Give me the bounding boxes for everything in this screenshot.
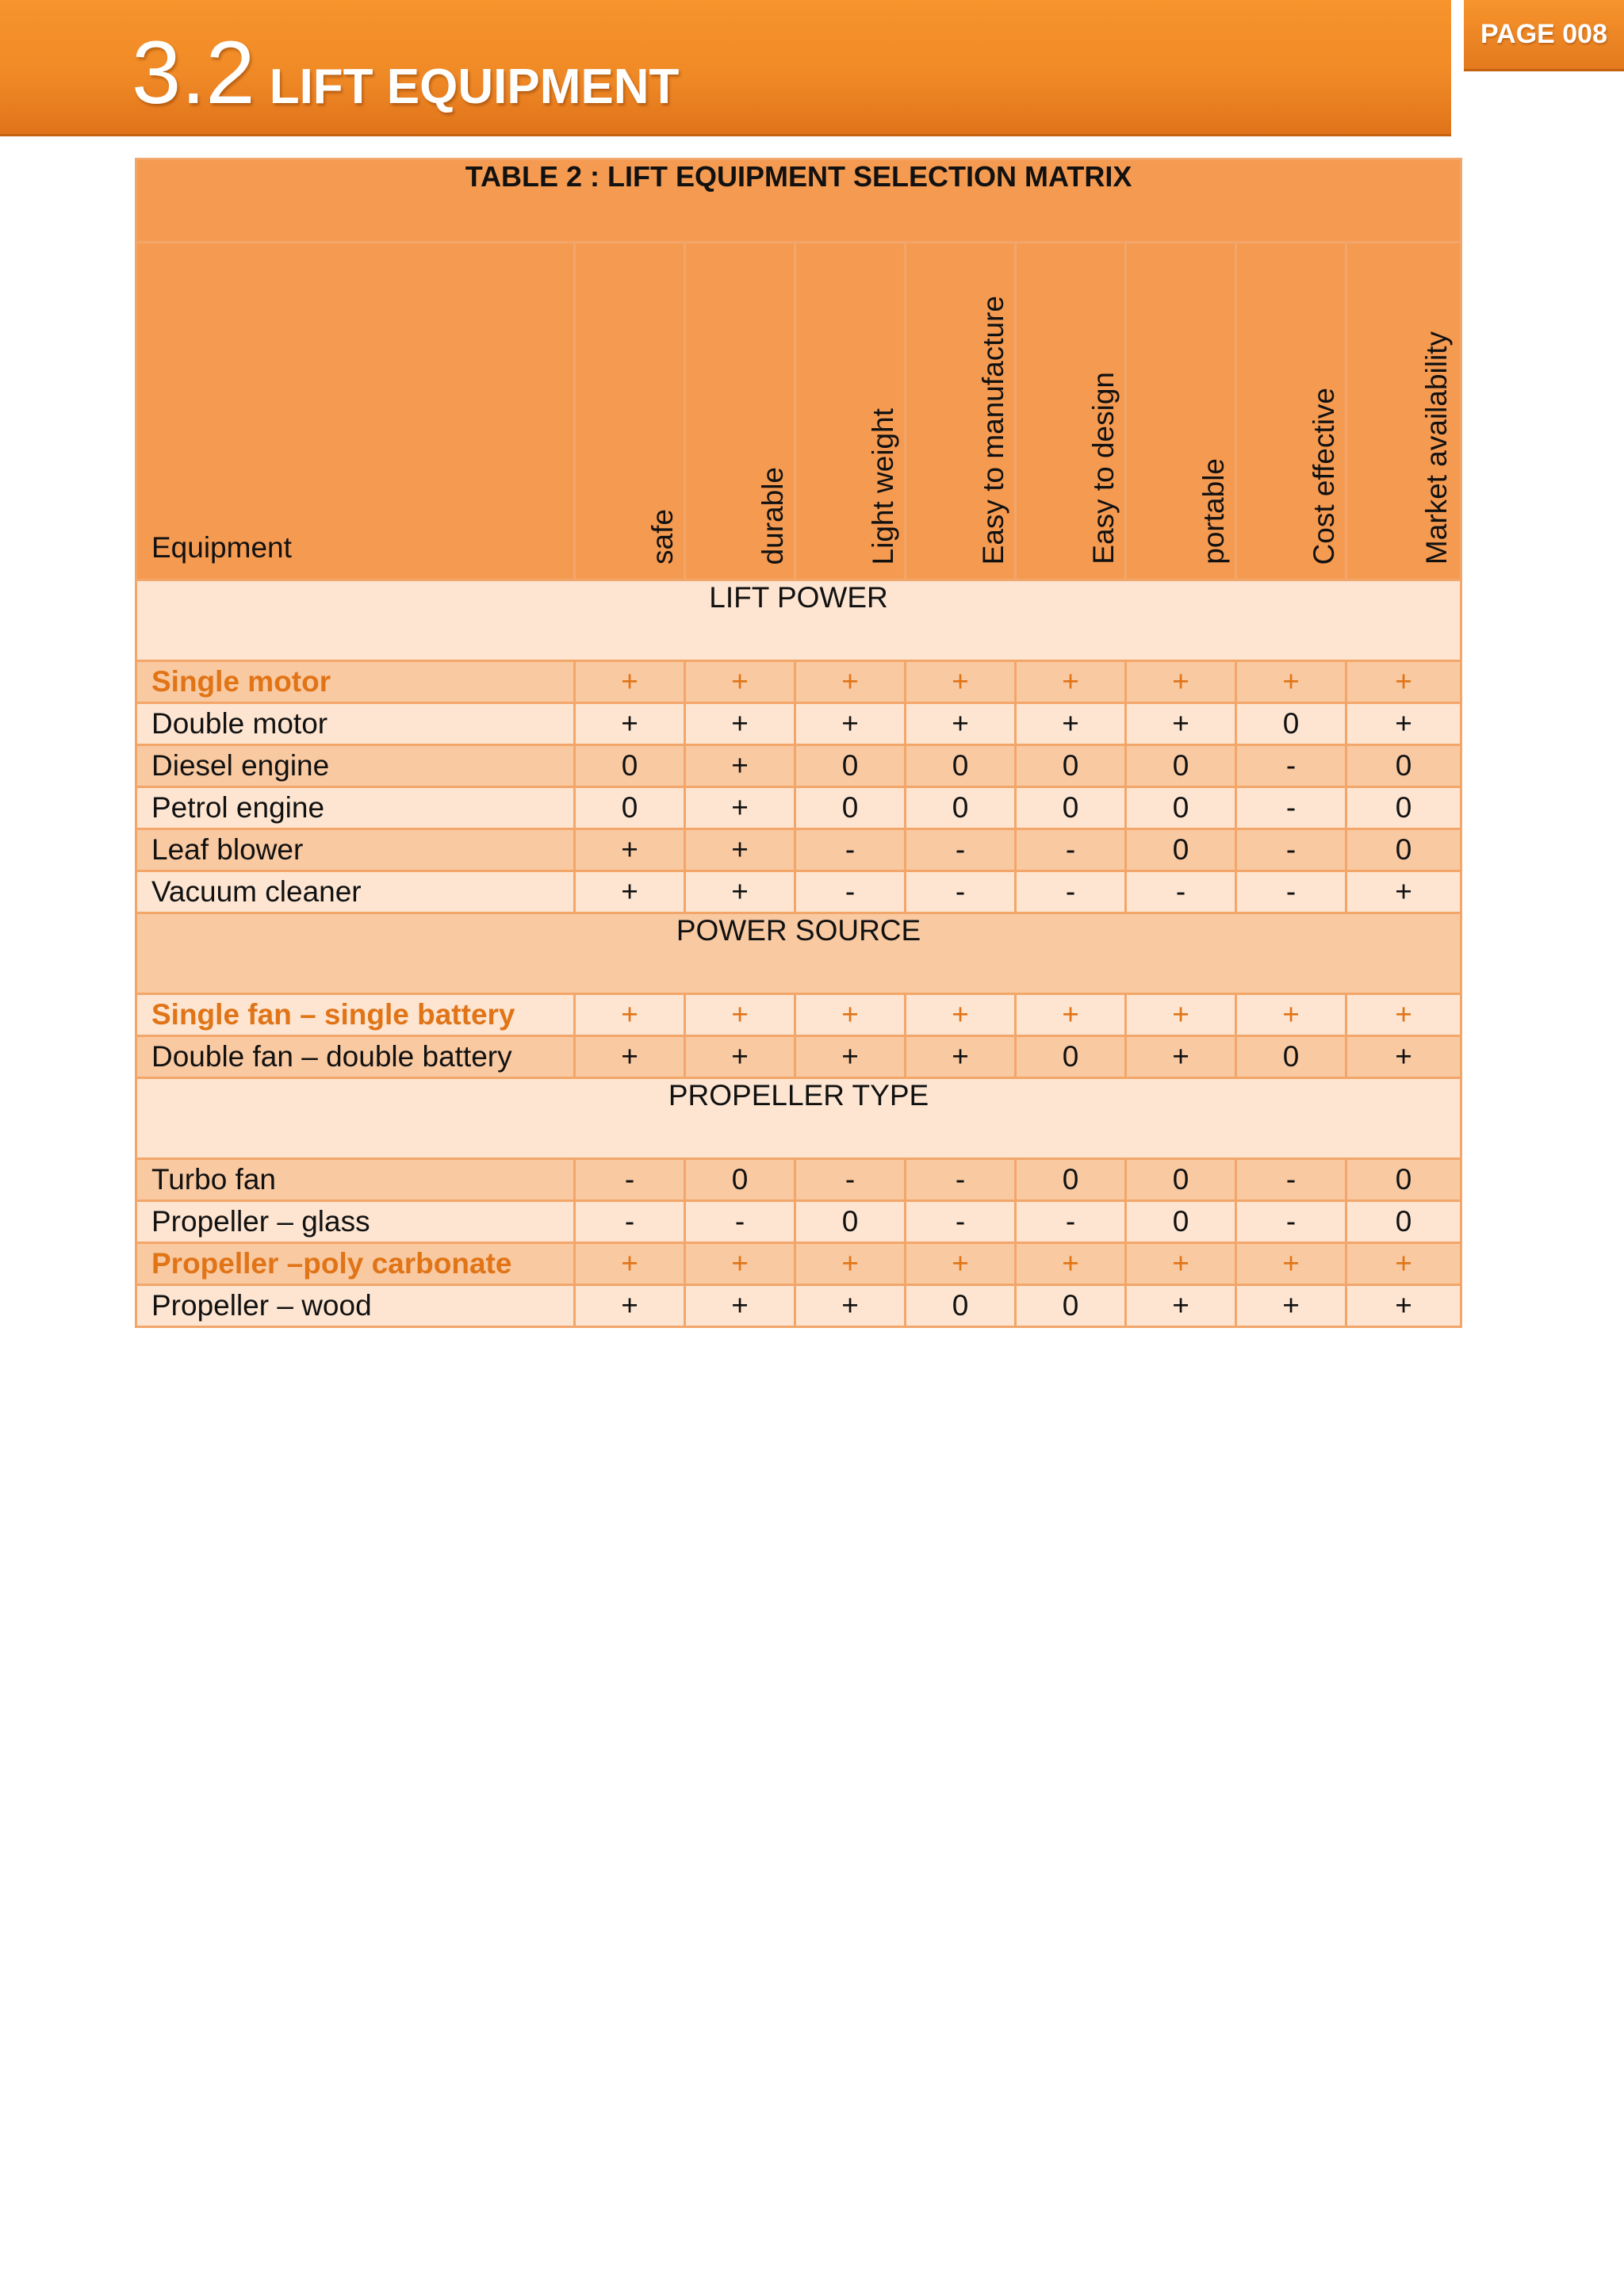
rating-cell: + (1346, 703, 1461, 745)
rating-cell: 0 (906, 745, 1016, 787)
rating-cell: 0 (906, 1285, 1016, 1327)
rating-cell: - (1016, 829, 1126, 871)
rating-cell: + (575, 703, 685, 745)
equipment-name-cell: Vacuum cleaner (136, 871, 575, 913)
table-caption-row (136, 159, 1461, 243)
rating-cell: + (906, 1036, 1016, 1078)
rating-cell: 0 (1016, 787, 1126, 829)
criteria-header-label: durable (756, 466, 789, 564)
rating-cell: + (1346, 1243, 1461, 1285)
header-banner (0, 0, 1451, 136)
rating-cell: - (906, 871, 1016, 913)
rating-cell: + (795, 1036, 906, 1078)
rating-cell: - (1236, 871, 1346, 913)
table-row (136, 787, 1461, 829)
rating-cell: + (1236, 661, 1346, 703)
rating-cell: 0 (1016, 1036, 1126, 1078)
rating-cell: + (1346, 1285, 1461, 1327)
rating-cell: + (685, 994, 795, 1036)
rating-cell: + (575, 829, 685, 871)
rating-cell: + (906, 994, 1016, 1036)
rating-cell: - (685, 1201, 795, 1243)
table-row (136, 1036, 1461, 1078)
criteria-header-label: safe (646, 509, 679, 564)
rating-cell: + (1016, 661, 1126, 703)
rating-cell: 0 (795, 1201, 906, 1243)
rating-cell: - (906, 829, 1016, 871)
rating-cell: - (1236, 745, 1346, 787)
table-row (136, 661, 1461, 703)
rating-cell: + (1346, 661, 1461, 703)
rating-cell: + (1126, 1285, 1236, 1327)
section-header-row (136, 913, 1461, 994)
criteria-header (1016, 243, 1126, 580)
table-row (136, 994, 1461, 1036)
section-header-row (136, 1078, 1461, 1159)
rating-cell: + (685, 1243, 795, 1285)
equipment-name-cell: Propeller –poly carbonate (136, 1243, 575, 1285)
page-number-badge: PAGE 008 (1464, 0, 1624, 71)
rating-cell: + (906, 703, 1016, 745)
rating-cell: 0 (1126, 1201, 1236, 1243)
rating-cell: + (795, 1285, 906, 1327)
rating-cell: 0 (1016, 1285, 1126, 1327)
equipment-name-cell: Diesel engine (136, 745, 575, 787)
criteria-header (575, 243, 685, 580)
table-row (136, 829, 1461, 871)
rating-cell: 0 (795, 745, 906, 787)
rating-cell: 0 (1346, 745, 1461, 787)
section-header-row (136, 580, 1461, 661)
rating-cell: 0 (1346, 1159, 1461, 1201)
table-row (136, 1159, 1461, 1201)
rating-cell: + (795, 703, 906, 745)
rating-cell: 0 (906, 787, 1016, 829)
equipment-name-cell: Double fan – double battery (136, 1036, 575, 1078)
rating-cell: - (1236, 1159, 1346, 1201)
rating-cell: 0 (1016, 1159, 1126, 1201)
criteria-header-label: Easy to manufacture (977, 295, 1009, 564)
criteria-header (1126, 243, 1236, 580)
criteria-header-label: Easy to design (1087, 372, 1120, 564)
rating-cell: + (1016, 703, 1126, 745)
equipment-name-cell: Double motor (136, 703, 575, 745)
rating-cell: + (1236, 1243, 1346, 1285)
rating-cell: - (795, 829, 906, 871)
rating-cell: - (906, 1201, 1016, 1243)
rating-cell: + (685, 787, 795, 829)
rating-cell: 0 (1126, 745, 1236, 787)
rating-cell: + (1016, 1243, 1126, 1285)
table-row (136, 1243, 1461, 1285)
table-row (136, 703, 1461, 745)
table-row (136, 1285, 1461, 1327)
criteria-header (1346, 243, 1461, 580)
rating-cell: + (1236, 994, 1346, 1036)
rating-cell: - (906, 1159, 1016, 1201)
page-title (132, 23, 680, 122)
rating-cell: + (685, 745, 795, 787)
section-number: 3.2 (132, 23, 255, 122)
rating-cell: - (1236, 787, 1346, 829)
criteria-header-label: Light weight (867, 408, 899, 564)
equipment-name-cell: Propeller – wood (136, 1285, 575, 1327)
rating-cell: 0 (1346, 829, 1461, 871)
rating-cell: 0 (1126, 829, 1236, 871)
equipment-name-cell: Leaf blower (136, 829, 575, 871)
rating-cell: + (795, 994, 906, 1036)
rating-cell: + (1346, 994, 1461, 1036)
column-header-row (136, 243, 1461, 580)
section-title: PROPELLER TYPE (136, 1078, 1461, 1159)
table-row (136, 745, 1461, 787)
rating-cell: 0 (1346, 787, 1461, 829)
rating-cell: - (575, 1201, 685, 1243)
rating-cell: + (685, 871, 795, 913)
rating-cell: + (575, 1036, 685, 1078)
rating-cell: + (575, 1285, 685, 1327)
rating-cell: 0 (795, 787, 906, 829)
rating-cell: - (1236, 829, 1346, 871)
rating-cell: + (1126, 1243, 1236, 1285)
rating-cell: + (1126, 994, 1236, 1036)
matrix-body (136, 580, 1461, 1327)
criteria-header-label: portable (1197, 458, 1230, 564)
rating-cell: + (906, 1243, 1016, 1285)
rating-cell: - (795, 1159, 906, 1201)
rating-cell: 0 (575, 745, 685, 787)
rating-cell: 0 (1126, 787, 1236, 829)
section-title: POWER SOURCE (136, 913, 1461, 994)
criteria-header-label: Market availability (1420, 331, 1454, 564)
table-row (136, 1201, 1461, 1243)
rating-cell: - (1016, 871, 1126, 913)
rating-cell: + (795, 1243, 906, 1285)
rating-cell: + (685, 829, 795, 871)
equipment-name-cell: Single motor (136, 661, 575, 703)
rating-cell: + (575, 661, 685, 703)
rating-cell: + (795, 661, 906, 703)
rating-cell: 0 (575, 787, 685, 829)
rating-cell: 0 (1016, 745, 1126, 787)
rating-cell: 0 (1236, 703, 1346, 745)
rating-cell: - (1126, 871, 1236, 913)
rating-cell: + (1346, 1036, 1461, 1078)
rating-cell: + (1126, 661, 1236, 703)
equipment-name-cell: Single fan – single battery (136, 994, 575, 1036)
rating-cell: + (685, 1285, 795, 1327)
rating-cell: 0 (1126, 1159, 1236, 1201)
section-title: LIFT POWER (136, 580, 1461, 661)
equipment-column-header: Equipment (136, 243, 575, 580)
rating-cell: + (1346, 871, 1461, 913)
rating-cell: - (575, 1159, 685, 1201)
rating-cell: + (1126, 1036, 1236, 1078)
equipment-name-cell: Propeller – glass (136, 1201, 575, 1243)
section-title: LIFT EQUIPMENT (269, 59, 680, 114)
rating-cell: + (906, 661, 1016, 703)
criteria-header (1236, 243, 1346, 580)
criteria-header (906, 243, 1016, 580)
rating-cell: + (685, 661, 795, 703)
equipment-name-cell: Petrol engine (136, 787, 575, 829)
rating-cell: + (575, 994, 685, 1036)
equipment-name-cell: Turbo fan (136, 1159, 575, 1201)
rating-cell: + (1236, 1285, 1346, 1327)
rating-cell: 0 (1236, 1036, 1346, 1078)
table-caption: TABLE 2 : LIFT EQUIPMENT SELECTION MATRIX (136, 159, 1461, 243)
rating-cell: 0 (1346, 1201, 1461, 1243)
rating-cell: + (1016, 994, 1126, 1036)
rating-cell: + (685, 703, 795, 745)
rating-cell: + (1126, 703, 1236, 745)
criteria-header-label: Cost effective (1308, 387, 1340, 564)
rating-cell: 0 (685, 1159, 795, 1201)
rating-cell: + (575, 1243, 685, 1285)
table-row (136, 871, 1461, 913)
rating-cell: + (685, 1036, 795, 1078)
rating-cell: + (575, 871, 685, 913)
rating-cell: - (795, 871, 906, 913)
rating-cell: - (1236, 1201, 1346, 1243)
rating-cell: - (1016, 1201, 1126, 1243)
selection-matrix-table (135, 158, 1462, 1328)
criteria-header (795, 243, 906, 580)
criteria-header (685, 243, 795, 580)
